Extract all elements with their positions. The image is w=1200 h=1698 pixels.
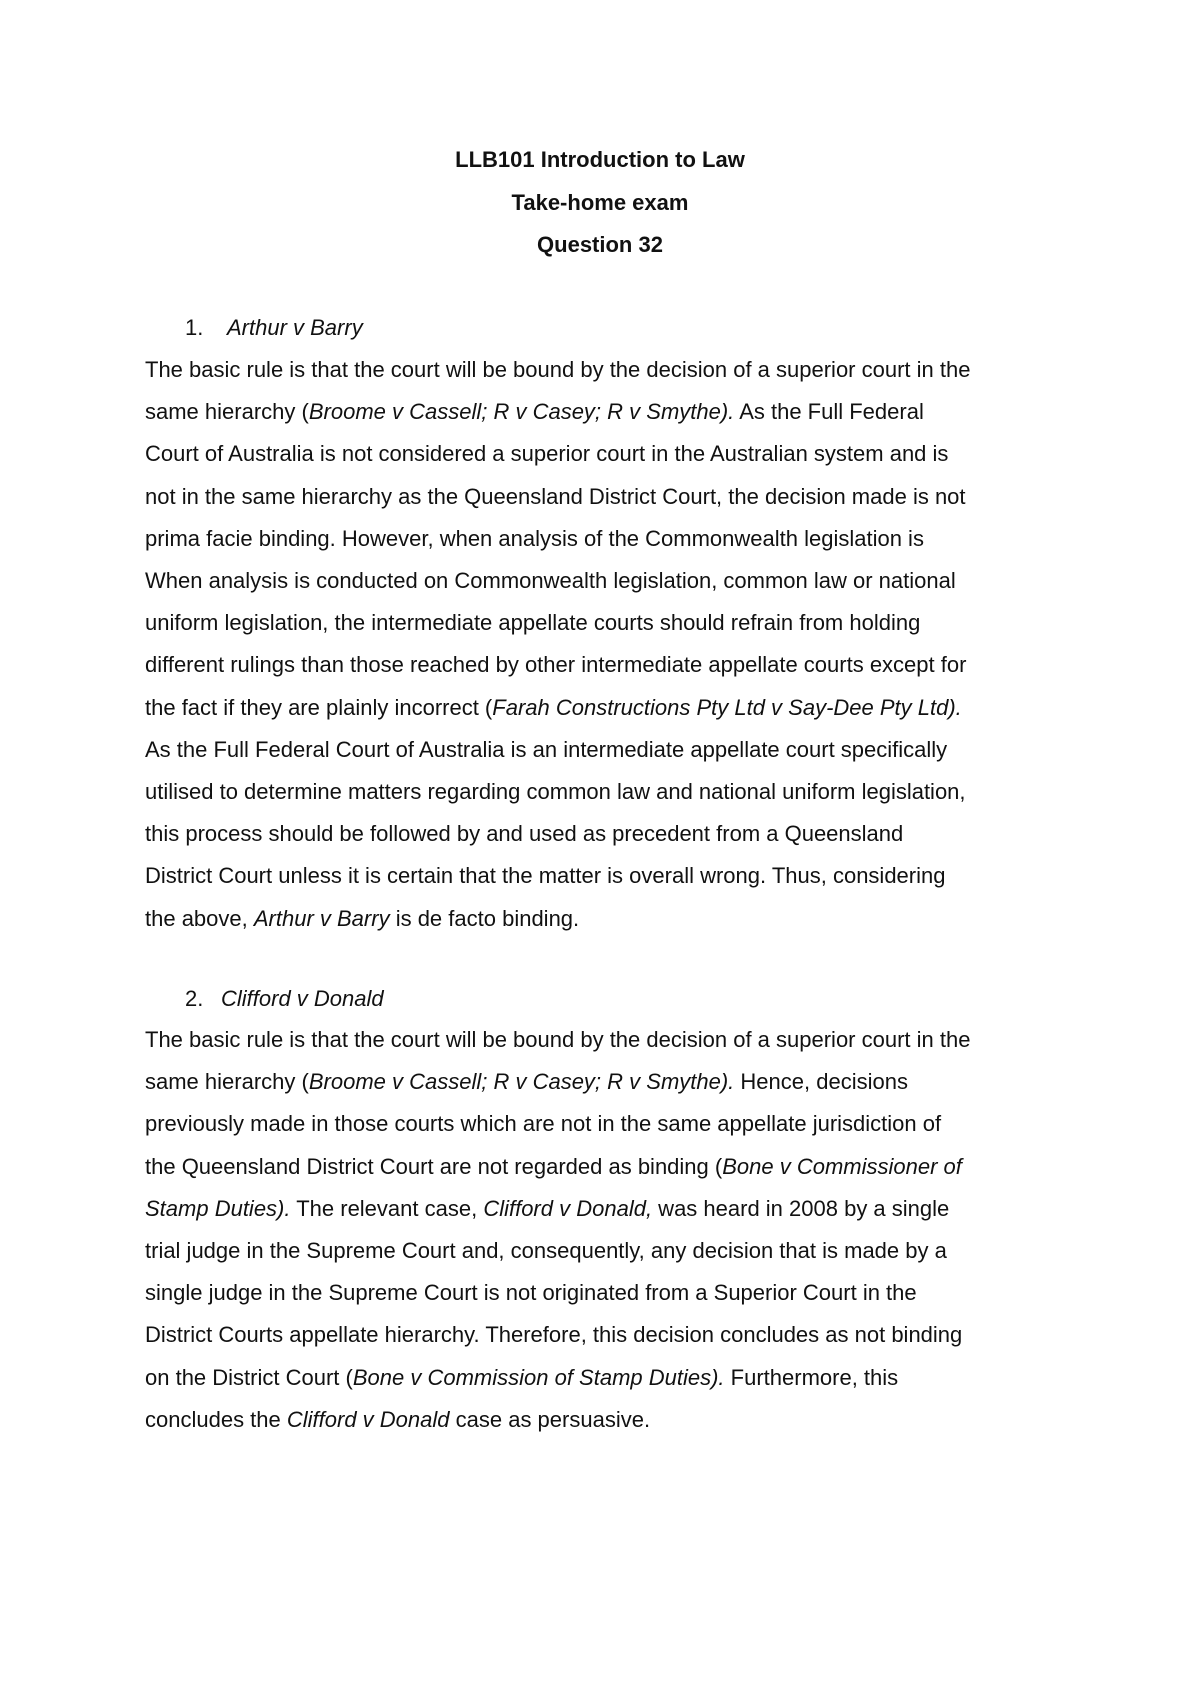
case-citation-text: Bone v Commission of Stamp Duties). — [352, 1364, 725, 1390]
case-citation-text: Broome v Cassell; R v Casey; R v Smythe). — [308, 399, 735, 425]
body-text: Hence, decisions — [734, 1069, 908, 1095]
body-text: single judge in the Supreme Court is not originated from a Superior Court in the — [145, 1280, 917, 1306]
paragraph-line — [145, 1188, 1085, 1230]
paragraph-line — [145, 1230, 1085, 1272]
paragraph-line — [145, 1146, 1085, 1188]
case-citation-text: Bone v Commissioner of — [722, 1153, 962, 1179]
body-text: the above, — [145, 905, 254, 931]
body-text: concludes the — [145, 1406, 287, 1432]
body-text: different rulings than those reached by other intermediate appellate courts except for — [145, 652, 967, 678]
body-text: the Queensland District Court are not regarded as binding ( — [145, 1153, 723, 1179]
case-citation-text: Farah Constructions Pty Ltd v Say-Dee Pty Ltd). — [492, 694, 962, 720]
body-text: same hierarchy ( — [145, 399, 309, 425]
paragraph-line — [145, 349, 1085, 391]
body-text: not in the same hierarchy as the Queensland District Court, the decision made is not — [145, 483, 966, 509]
paragraph-line — [145, 1399, 1085, 1441]
section-2-title: Clifford v Donald — [221, 986, 384, 1011]
body-text: is de facto binding. — [389, 905, 580, 931]
paragraph-line — [145, 1061, 1085, 1103]
paragraph-line — [145, 644, 1085, 686]
paragraph-line — [145, 1272, 1085, 1314]
paragraph-line — [145, 560, 1085, 602]
question-number: Question 32 — [537, 232, 663, 257]
body-text: was heard in 2008 by a single — [652, 1195, 950, 1221]
paragraph-line — [145, 1314, 1085, 1356]
body-text: case as persuasive. — [449, 1406, 651, 1432]
body-text: As the Full Federal — [734, 399, 924, 425]
case-citation-text: Clifford v Donald — [286, 1406, 450, 1432]
paragraph-line — [145, 771, 1085, 813]
section-1-title: Arthur v Barry — [227, 315, 363, 340]
paragraph-line — [145, 602, 1085, 644]
body-text: previously made in those courts which are not in the same appellate jurisdiction of — [145, 1111, 942, 1137]
paragraph-line — [145, 1357, 1085, 1399]
case-citation-text: Clifford v Donald, — [483, 1195, 653, 1221]
paragraph-line — [145, 476, 1085, 518]
paragraph-line — [145, 391, 1085, 433]
body-text: this process should be followed by and used as precedent from a Queensland — [145, 821, 904, 847]
body-text: on the District Court ( — [145, 1364, 353, 1390]
body-text: The basic rule is that the court will be bound by the decision of a superior court in the — [145, 357, 971, 382]
paragraph-line — [145, 855, 1085, 897]
paragraph-line — [145, 898, 1085, 940]
section-1-number: 1. — [185, 315, 204, 340]
body-text: same hierarchy ( — [145, 1069, 309, 1095]
body-text: The relevant case, — [290, 1195, 484, 1221]
section-2-paragraph — [145, 1019, 1085, 1441]
body-text: Furthermore, this — [724, 1364, 899, 1390]
section-1-paragraph — [145, 349, 1085, 940]
case-citation-text: Arthur v Barry — [253, 905, 390, 931]
body-text: the fact if they are plainly incorrect ( — [145, 694, 493, 720]
case-citation-text: Broome v Cassell; R v Casey; R v Smythe). — [308, 1069, 735, 1095]
paragraph-line — [145, 433, 1085, 475]
paragraph-line — [145, 729, 1085, 771]
body-text: The basic rule is that the court will be bound by the decision of a superior court in the — [145, 1027, 971, 1052]
paragraph-line — [145, 1103, 1085, 1145]
course-title: LLB101 Introduction to Law — [455, 147, 745, 172]
body-text: utilised to determine matters regarding common law and national uniform legislation, — [145, 779, 966, 805]
body-text: uniform legislation, the intermediate appellate courts should refrain from holding — [145, 610, 921, 636]
body-text: trial judge in the Supreme Court and, consequently, any decision that is made by a — [145, 1238, 947, 1264]
section-2-number: 2. — [185, 986, 204, 1011]
exam-subtitle: Take-home exam — [511, 190, 689, 215]
body-text: District Courts appellate hierarchy. Therefore, this decision concludes as not binding — [145, 1322, 963, 1348]
body-text: As the Full Federal Court of Australia is an intermediate appellate court specifically — [145, 736, 948, 762]
paragraph-line — [145, 1019, 1085, 1061]
case-citation-text: Stamp Duties). — [145, 1195, 291, 1221]
body-text: prima facie binding. However, when analysis of the Commonwealth legislation is — [145, 525, 924, 551]
section-1-heading — [185, 314, 363, 342]
section-2-heading — [185, 985, 384, 1013]
body-text: Court of Australia is not considered a superior court in the Australian system and is — [145, 441, 949, 467]
body-text: District Court unless it is certain that the matter is overall wrong. Thus, considering — [145, 863, 946, 889]
paragraph-line — [145, 813, 1085, 855]
paragraph-line — [145, 687, 1085, 729]
paragraph-line — [145, 518, 1085, 560]
body-text: When analysis is conducted on Commonwealth legislation, common law or national — [145, 568, 956, 594]
